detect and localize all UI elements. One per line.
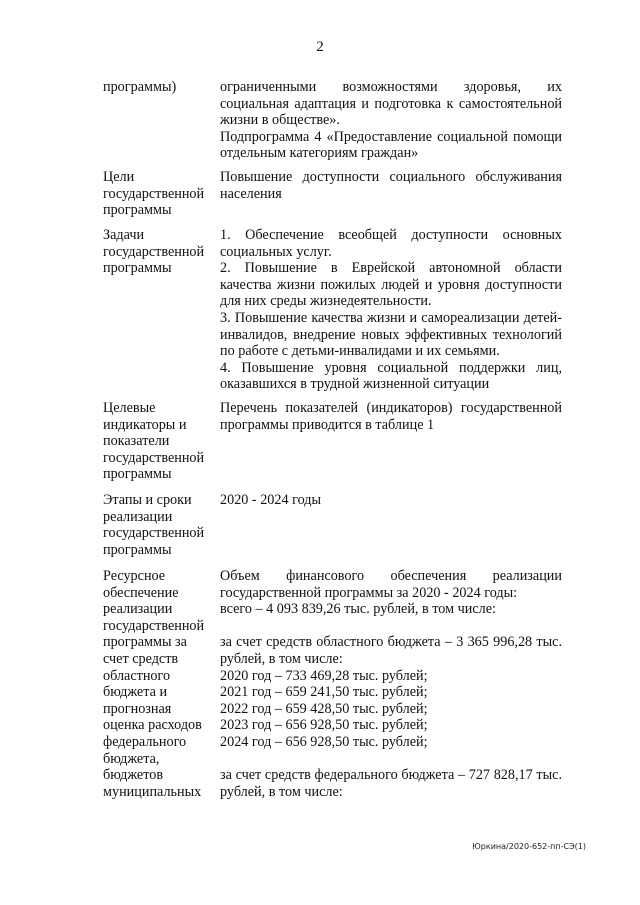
row-paragraph: Подпрограмма 4 «Предоставление социальной помощи отдельным категориям граждан» bbox=[220, 128, 562, 162]
row-paragraph: Объем финансового обеспечения реализации государственной программы за 2020 - 2024 годы: bbox=[220, 568, 562, 601]
row-label: Ресурсное обеспечение реализации государственной программы за счет средств областного бюджета и прогнозная оценка расходов федерального бюджета, бюджетов муниципальных bbox=[103, 568, 205, 800]
row-paragraph: за счет средств областного бюджета – 3 365 996,28 тыс. рублей, в том числе: bbox=[220, 634, 562, 667]
row-paragraph: 2024 год – 656 928,50 тыс. рублей; bbox=[220, 733, 428, 750]
row-paragraph: всего – 4 093 839,26 тыс. рублей, в том числе: bbox=[220, 601, 496, 618]
row-label: Целевые индикаторы и показатели государственной программы bbox=[103, 400, 205, 483]
row-paragraph: за счет средств федерального бюджета – 727 828,17 тыс. рублей, в том числе: bbox=[220, 767, 562, 800]
row-content bbox=[220, 492, 562, 509]
row-paragraph: 1. Обеспечение всеобщей доступности основных социальных услуг. bbox=[220, 227, 562, 260]
row-paragraph: ограниченными возможностями здоровья, их социальная адаптация и подготовка к самостоятельной жизни в обществе». bbox=[220, 79, 562, 129]
row-paragraph: 2020 год – 733 469,28 тыс. рублей; bbox=[220, 667, 428, 684]
row-label: программы) bbox=[103, 79, 177, 95]
row-label: Задачи государственной программы bbox=[103, 227, 205, 277]
row-label: Этапы и сроки реализации государственной программы bbox=[103, 492, 205, 558]
row-paragraph: 2023 год – 656 928,50 тыс. рублей; bbox=[220, 717, 428, 734]
page-number: 2 bbox=[316, 39, 324, 55]
row-paragraph: 2021 год – 659 241,50 тыс. рублей; bbox=[220, 684, 428, 701]
row-content bbox=[220, 568, 562, 800]
row-label: Цели государственной программы bbox=[103, 169, 205, 219]
row-paragraph: 3. Повышение качества жизни и самореализации детей-инвалидов, внедрение новых эффективных технологий по работе с детьми-инвалидами и их семьями. bbox=[220, 309, 562, 360]
row-content bbox=[220, 79, 562, 162]
row-paragraph: 2022 год – 659 428,50 тыс. рублей; bbox=[220, 700, 428, 717]
row-paragraph: 2. Повышение в Еврейской автономной области качества жизни пожилых людей и уровня доступности для них среды жизнедеятельности. bbox=[220, 260, 562, 310]
document-code: Юркина/2020-652-пп-СЭ(1) bbox=[472, 842, 586, 851]
row-content bbox=[220, 227, 562, 393]
row-paragraph: 4. Повышение уровня социальной поддержки лиц, оказавшихся в трудной жизненной ситуации bbox=[220, 359, 562, 393]
row-content bbox=[220, 400, 562, 433]
row-paragraph: 2020 - 2024 годы bbox=[220, 492, 322, 508]
row-paragraph: Повышение доступности социального обслуживания населения bbox=[220, 169, 562, 202]
row-content bbox=[220, 169, 562, 202]
row-paragraph: Перечень показателей (индикаторов) государственной программы приводится в таблице 1 bbox=[220, 400, 562, 433]
